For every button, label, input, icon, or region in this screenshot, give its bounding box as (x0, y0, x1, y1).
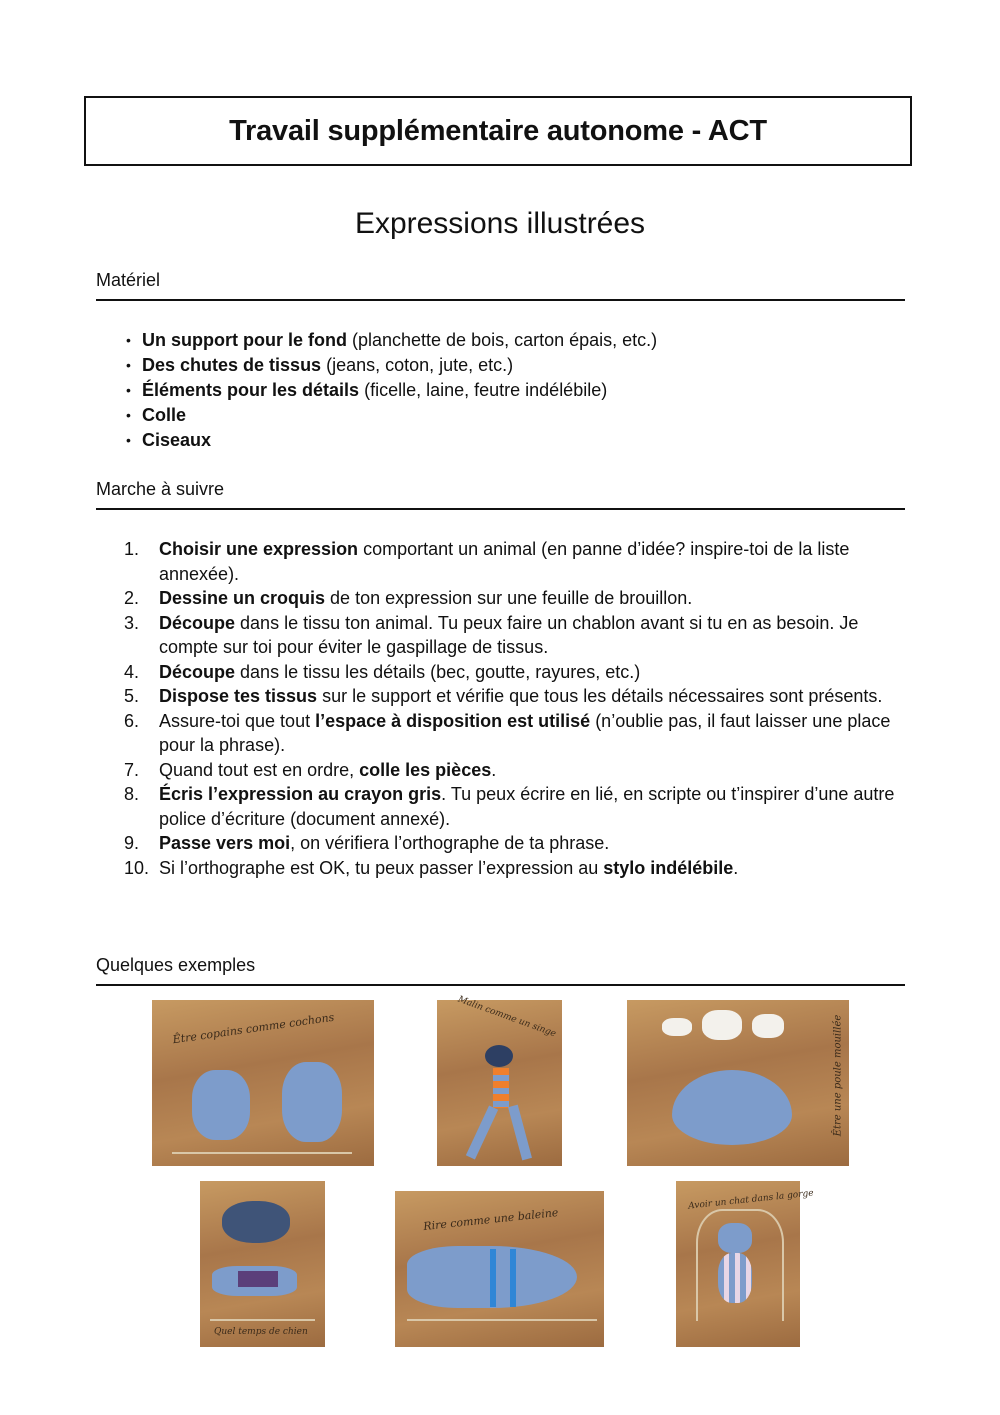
step-number: 10. (124, 857, 150, 878)
step-item (124, 660, 899, 685)
step-emphasis: colle les pièces (359, 759, 492, 780)
step-text: Assure-toi que tout (159, 710, 316, 731)
section-heading-materiel: Matériel (96, 270, 905, 301)
step-emphasis: stylo indélébile (603, 857, 734, 878)
photo-caption: Avoir un chat dans la gorge (687, 1188, 815, 1212)
materiel-item-detail: (ficelle, laine, feutre indélébile) (359, 380, 608, 400)
materiel-item-name: Un support pour le fond (142, 330, 347, 350)
materiel-item (126, 428, 657, 453)
example-photo-cat (676, 1181, 815, 1347)
materiel-item (126, 403, 657, 428)
materiel-item (126, 328, 657, 353)
dog-coat (238, 1271, 278, 1287)
string-line (172, 1152, 352, 1154)
title-box (84, 96, 912, 166)
step-text: . (491, 759, 497, 780)
step-number: 8. (124, 784, 140, 804)
step-item (124, 831, 899, 856)
hen-body (672, 1070, 792, 1145)
materiel-item (126, 378, 657, 403)
step-emphasis: l’espace à disposition est utilisé (315, 710, 591, 731)
materiel-item-detail: (jeans, coton, jute, etc.) (321, 355, 514, 375)
step-item (124, 709, 899, 758)
step-text: sur le support et vérifie que tous les détails nécessaires sont présents. (317, 686, 883, 706)
section-heading-exemples: Quelques exemples (96, 955, 905, 986)
step-text: (n’oublie pas, il faut laisser une place pour la phrase). (159, 710, 891, 755)
photo-caption: Être copains comme cochons (171, 1010, 335, 1047)
example-photo-dog (200, 1181, 325, 1347)
materiel-item (126, 353, 657, 378)
photo-caption: Malin comme un singe (456, 994, 558, 1040)
step-item (124, 782, 899, 831)
monkey-head (485, 1045, 513, 1067)
cloud-shape (222, 1201, 290, 1243)
monkey-body (493, 1068, 509, 1108)
step-number: 3. (124, 612, 140, 633)
document-subtitle: Expressions illustrées (354, 207, 646, 240)
step-number: 1. (124, 539, 140, 559)
whale-stripe (510, 1249, 516, 1307)
step-item (124, 611, 899, 660)
pig-right-shape (282, 1062, 342, 1142)
step-number: 2. (124, 588, 140, 608)
pig-left-shape (192, 1070, 250, 1140)
step-number: 7. (124, 759, 140, 780)
step-number: 4. (124, 661, 140, 682)
materiel-item-name: Des chutes de tissus (142, 355, 322, 375)
section-heading-marche: Marche à suivre (96, 479, 905, 510)
step-emphasis: Écris l’expression au crayon gris (159, 784, 442, 804)
step-text: Si l’orthographe est OK, tu peux passer l’expression au (159, 857, 604, 878)
step-number: 9. (124, 833, 140, 853)
step-text: Quand tout est en ordre, (159, 759, 360, 780)
cat-body (718, 1253, 752, 1303)
step-item (124, 856, 899, 881)
step-item (124, 684, 899, 709)
step-text: , on vérifiera l’orthographe de ta phrase. (290, 833, 610, 853)
step-text: . (733, 857, 739, 878)
cloud-shape (702, 1010, 742, 1040)
cloud-shape (752, 1014, 784, 1038)
step-text: . Tu peux écrire en lié, en scripte ou t’inspirer d’une autre police d’écriture (document annexé). (159, 784, 895, 829)
photo-caption: Quel temps de chien (214, 1327, 308, 1337)
materiel-item-detail: (planchette de bois, carton épais, etc.) (346, 330, 658, 350)
step-emphasis: Choisir une expression (159, 539, 359, 559)
step-item (124, 537, 899, 586)
example-photo-hen (627, 1000, 849, 1166)
document-title: Travail supplémentaire autonome - ACT (229, 114, 767, 147)
step-emphasis: Dessine un croquis (159, 588, 326, 608)
cat-head (718, 1223, 752, 1253)
step-item (124, 758, 899, 783)
cloud-shape (662, 1018, 692, 1036)
materiel-item-name: Ciseaux (142, 430, 212, 450)
step-text: comportant un animal (en panne d’idée? inspire-toi de la liste annexée). (159, 539, 850, 584)
step-text: de ton expression sur une feuille de brouillon. (325, 588, 693, 608)
example-photo-pigs (152, 1000, 374, 1166)
monkey-leg (466, 1105, 498, 1159)
materiel-item-name: Colle (142, 405, 187, 425)
step-number: 5. (124, 686, 140, 706)
steps-list (124, 537, 899, 880)
step-emphasis: Découpe (159, 661, 236, 682)
step-emphasis: Passe vers moi (159, 833, 291, 853)
step-emphasis: Dispose tes tissus (159, 686, 318, 706)
example-photo-monkey (437, 994, 562, 1166)
example-photo-whale (395, 1191, 604, 1347)
photo-caption: Rire comme une baleine (422, 1205, 559, 1234)
step-item (124, 586, 899, 611)
step-emphasis: Découpe (159, 612, 236, 633)
string-line (407, 1319, 597, 1321)
whale-stripe (490, 1249, 496, 1307)
photo-caption: Être une poule mouillée (832, 1014, 844, 1137)
string-line (210, 1319, 315, 1321)
materiel-item-name: Éléments pour les détails (142, 380, 360, 400)
step-number: 6. (124, 710, 140, 731)
step-text: dans le tissu les détails (bec, goutte, rayures, etc.) (235, 661, 641, 682)
materiel-list (126, 328, 657, 453)
monkey-leg (508, 1105, 532, 1161)
step-text: dans le tissu ton animal. Tu peux faire un chablon avant si tu en as besoin. Je compte sur toi pour éviter le gaspillage de tissus. (159, 612, 859, 657)
